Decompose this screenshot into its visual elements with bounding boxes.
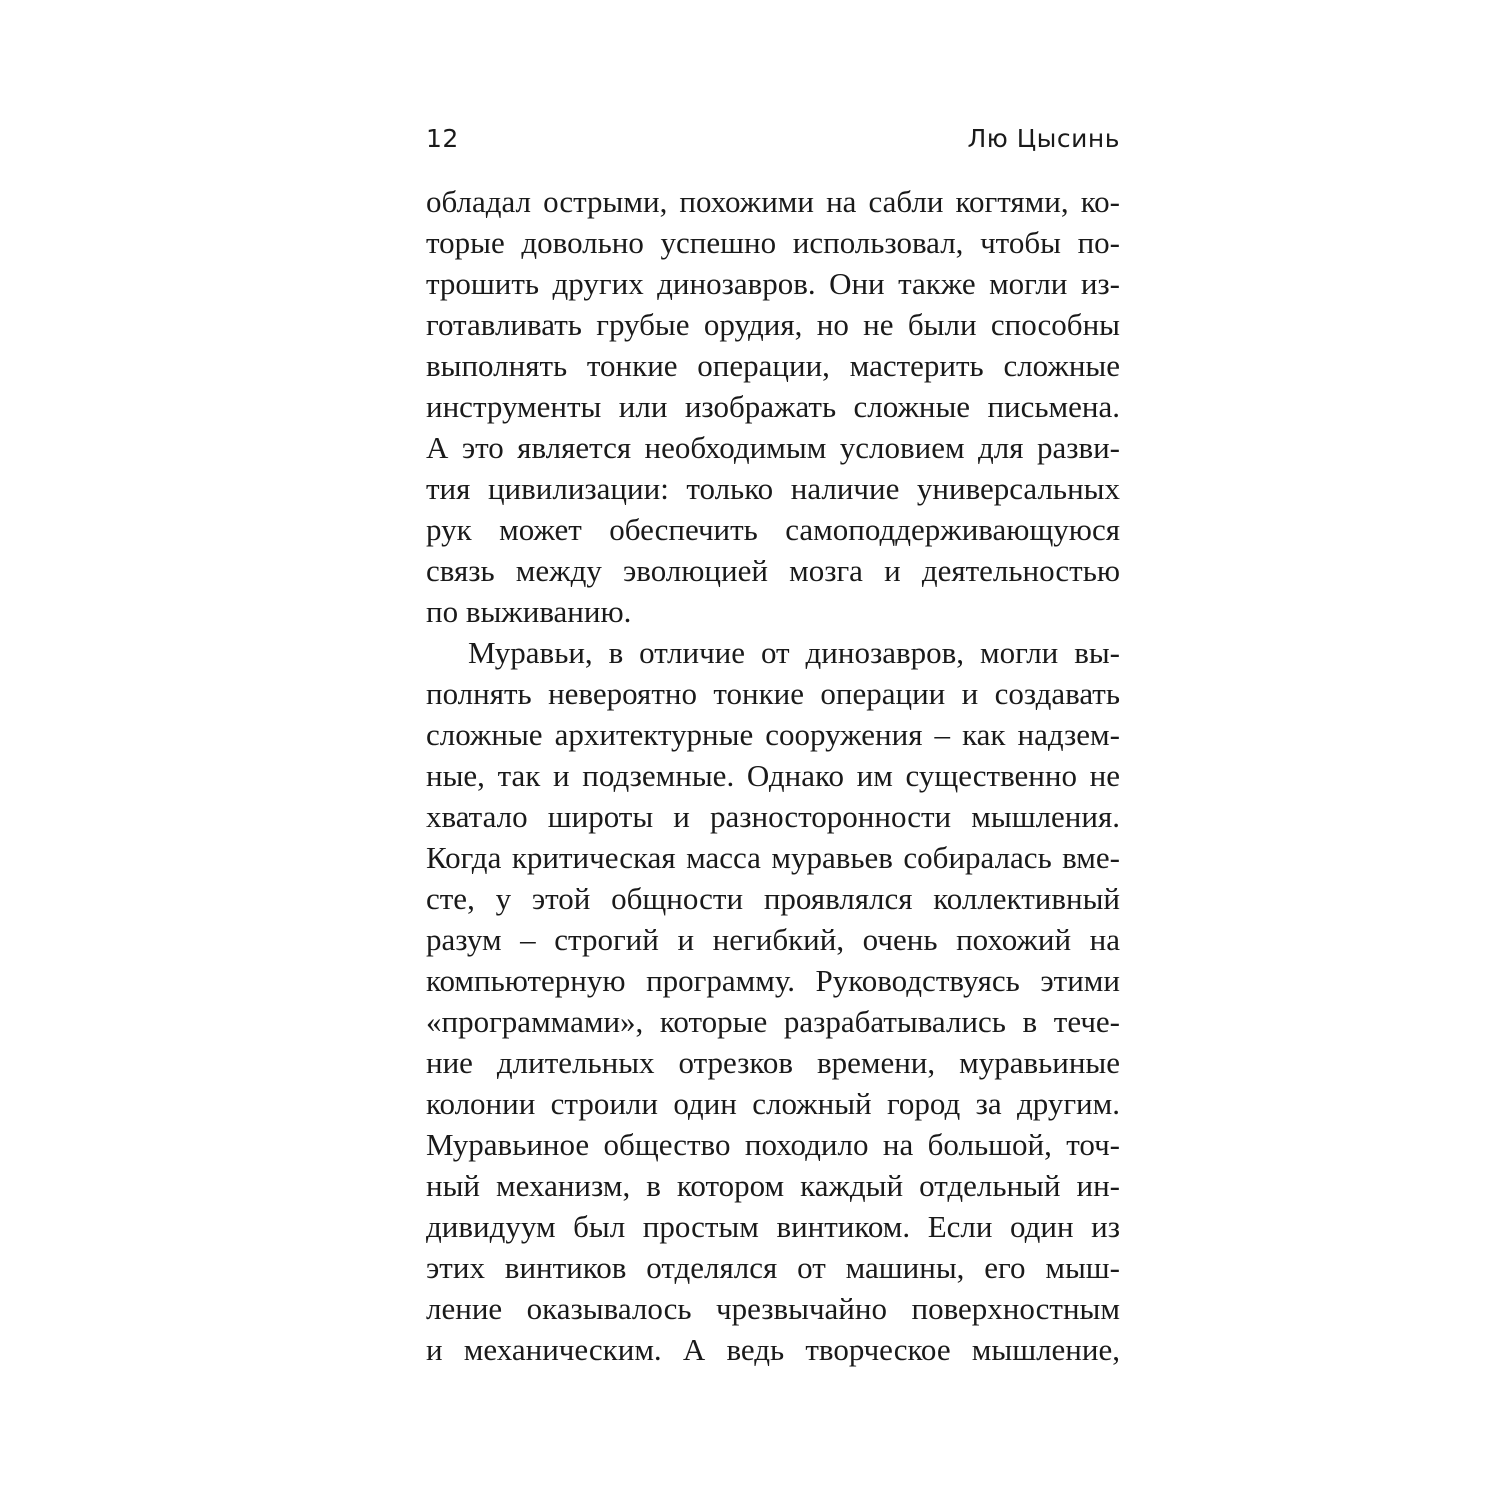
- text-line: сложные архитектурные сооружения – как надзем-: [426, 717, 1120, 752]
- text-line: компьютерную программу. Руководствуясь этими: [426, 963, 1120, 998]
- text-line: ление оказывалось чрезвычайно поверхностным: [426, 1291, 1120, 1326]
- body-text: [426, 181, 1120, 1370]
- text-line: ный механизм, в котором каждый отдельный ин-: [426, 1168, 1120, 1203]
- running-head-author: Лю Цысинь: [967, 124, 1120, 153]
- text-line: рук может обеспечить самоподдерживающуюся: [426, 512, 1120, 547]
- text-line: Когда критическая масса муравьев собиралась вме-: [426, 840, 1120, 875]
- text-line: и механическим. А ведь творческое мышление,: [426, 1332, 1120, 1367]
- text-line: ные, так и подземные. Однако им существенно не: [426, 758, 1120, 793]
- text-line: А это является необходимым условием для разви-: [426, 430, 1120, 465]
- text-line: торые довольно успешно использовал, чтобы по-: [426, 225, 1120, 260]
- text-line: «программами», которые разрабатывались в тече-: [426, 1004, 1120, 1039]
- text-line: инструменты или изображать сложные письмена.: [426, 389, 1120, 424]
- page-number: 12: [426, 124, 459, 153]
- text-line: по выживанию.: [426, 594, 632, 629]
- paragraph-2: [426, 632, 1120, 1370]
- text-line: колонии строили один сложный город за другим.: [426, 1086, 1120, 1121]
- text-line: хватало широты и разносторонности мышления.: [426, 799, 1120, 834]
- text-line: этих винтиков отделялся от машины, его мыш-: [426, 1250, 1120, 1285]
- text-line: полнять невероятно тонкие операции и создавать: [426, 676, 1120, 711]
- text-line: готавливать грубые орудия, но не были способны: [426, 307, 1120, 342]
- paragraph-1: [426, 181, 1120, 632]
- page-header: [426, 124, 1120, 160]
- text-line: Муравьиное общество походило на большой, точ-: [426, 1127, 1120, 1162]
- text-line: выполнять тонкие операции, мастерить сложные: [426, 348, 1120, 383]
- text-line: ние длительных отрезков времени, муравьиные: [426, 1045, 1120, 1080]
- text-line: тия цивилизации: только наличие универсальных: [426, 471, 1120, 506]
- text-line: разум – строгий и негибкий, очень похожий на: [426, 922, 1120, 957]
- text-line: связь между эволюцией мозга и деятельностью: [426, 553, 1120, 588]
- text-line: трошить других динозавров. Они также могли из-: [426, 266, 1120, 301]
- text-line: сте, у этой общности проявлялся коллективный: [426, 881, 1120, 916]
- text-line: обладал острыми, похожими на сабли когтями, ко-: [426, 184, 1120, 219]
- text-line: дивидуум был простым винтиком. Если один из: [426, 1209, 1120, 1244]
- text-line: Муравьи, в отличие от динозавров, могли вы-: [468, 635, 1120, 670]
